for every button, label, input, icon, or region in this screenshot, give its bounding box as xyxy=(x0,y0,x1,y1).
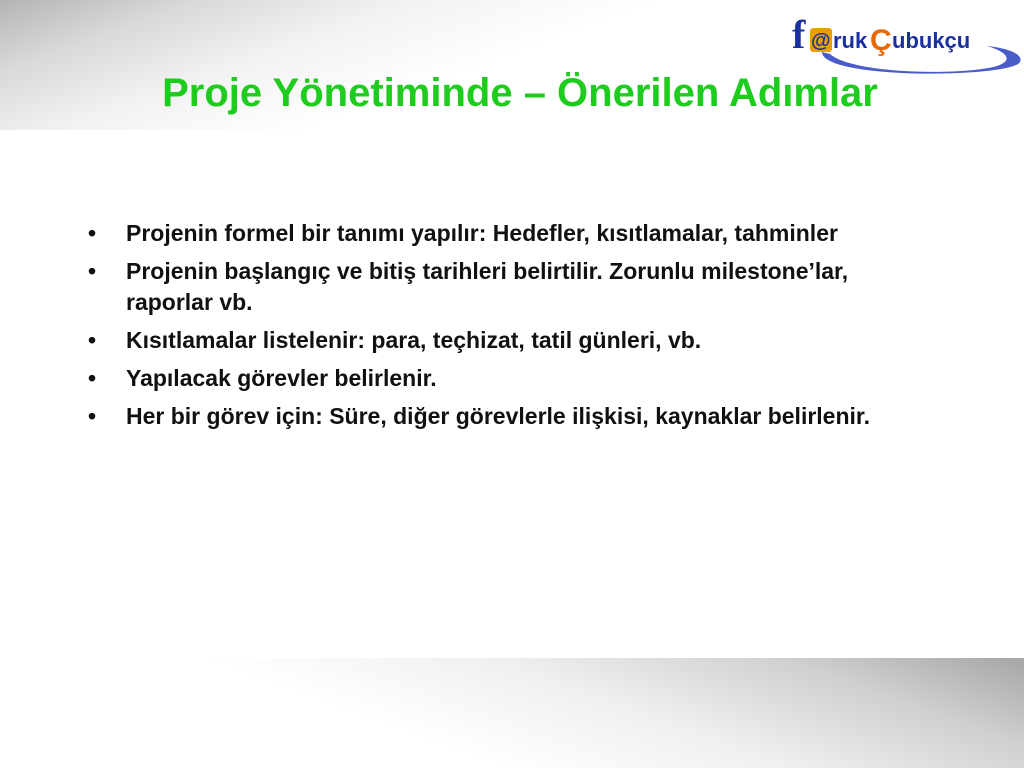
bullet-item xyxy=(86,218,936,249)
logo-text-ruk: ruk xyxy=(833,28,868,53)
bullet-text: Yapılacak görevler belirlenir. xyxy=(126,365,437,391)
bullet-item xyxy=(86,363,936,394)
slide-title: Proje Yönetiminde – Önerilen Adımlar xyxy=(162,71,878,115)
bullet-text: Kısıtlamalar listelenir: para, teçhizat, tatil günleri, vb. xyxy=(126,327,702,353)
bullet-text: Projenin başlangıç ve bitiş tarihleri belirtilir. Zorunlu milestone’lar, raporlar vb. xyxy=(126,258,849,315)
logo-text-ubukcu: ubukçu xyxy=(892,28,971,53)
bullet-text: Her bir görev için: Süre, diğer görevlerle ilişkisi, kaynaklar belirlenir. xyxy=(126,403,870,429)
bullet-marker: • xyxy=(88,258,97,284)
bullet-text: Projenin formel bir tanımı yapılır: Hedefler, kısıtlamalar, tahminler xyxy=(126,220,838,246)
logo-letter-f: f xyxy=(792,12,806,57)
bullet-item xyxy=(86,401,936,432)
background-bottom-gradient xyxy=(0,658,1024,768)
bullet-item xyxy=(86,256,936,318)
bullet-marker: • xyxy=(88,220,97,246)
bullet-marker: • xyxy=(88,365,97,391)
bullet-item xyxy=(86,325,936,356)
logo-letter-c-cedilla: Ç xyxy=(870,24,892,57)
logo-at-symbol: @ xyxy=(811,30,831,52)
bullet-marker: • xyxy=(88,403,97,429)
bullet-list xyxy=(86,218,936,439)
bullet-marker: • xyxy=(88,327,97,353)
